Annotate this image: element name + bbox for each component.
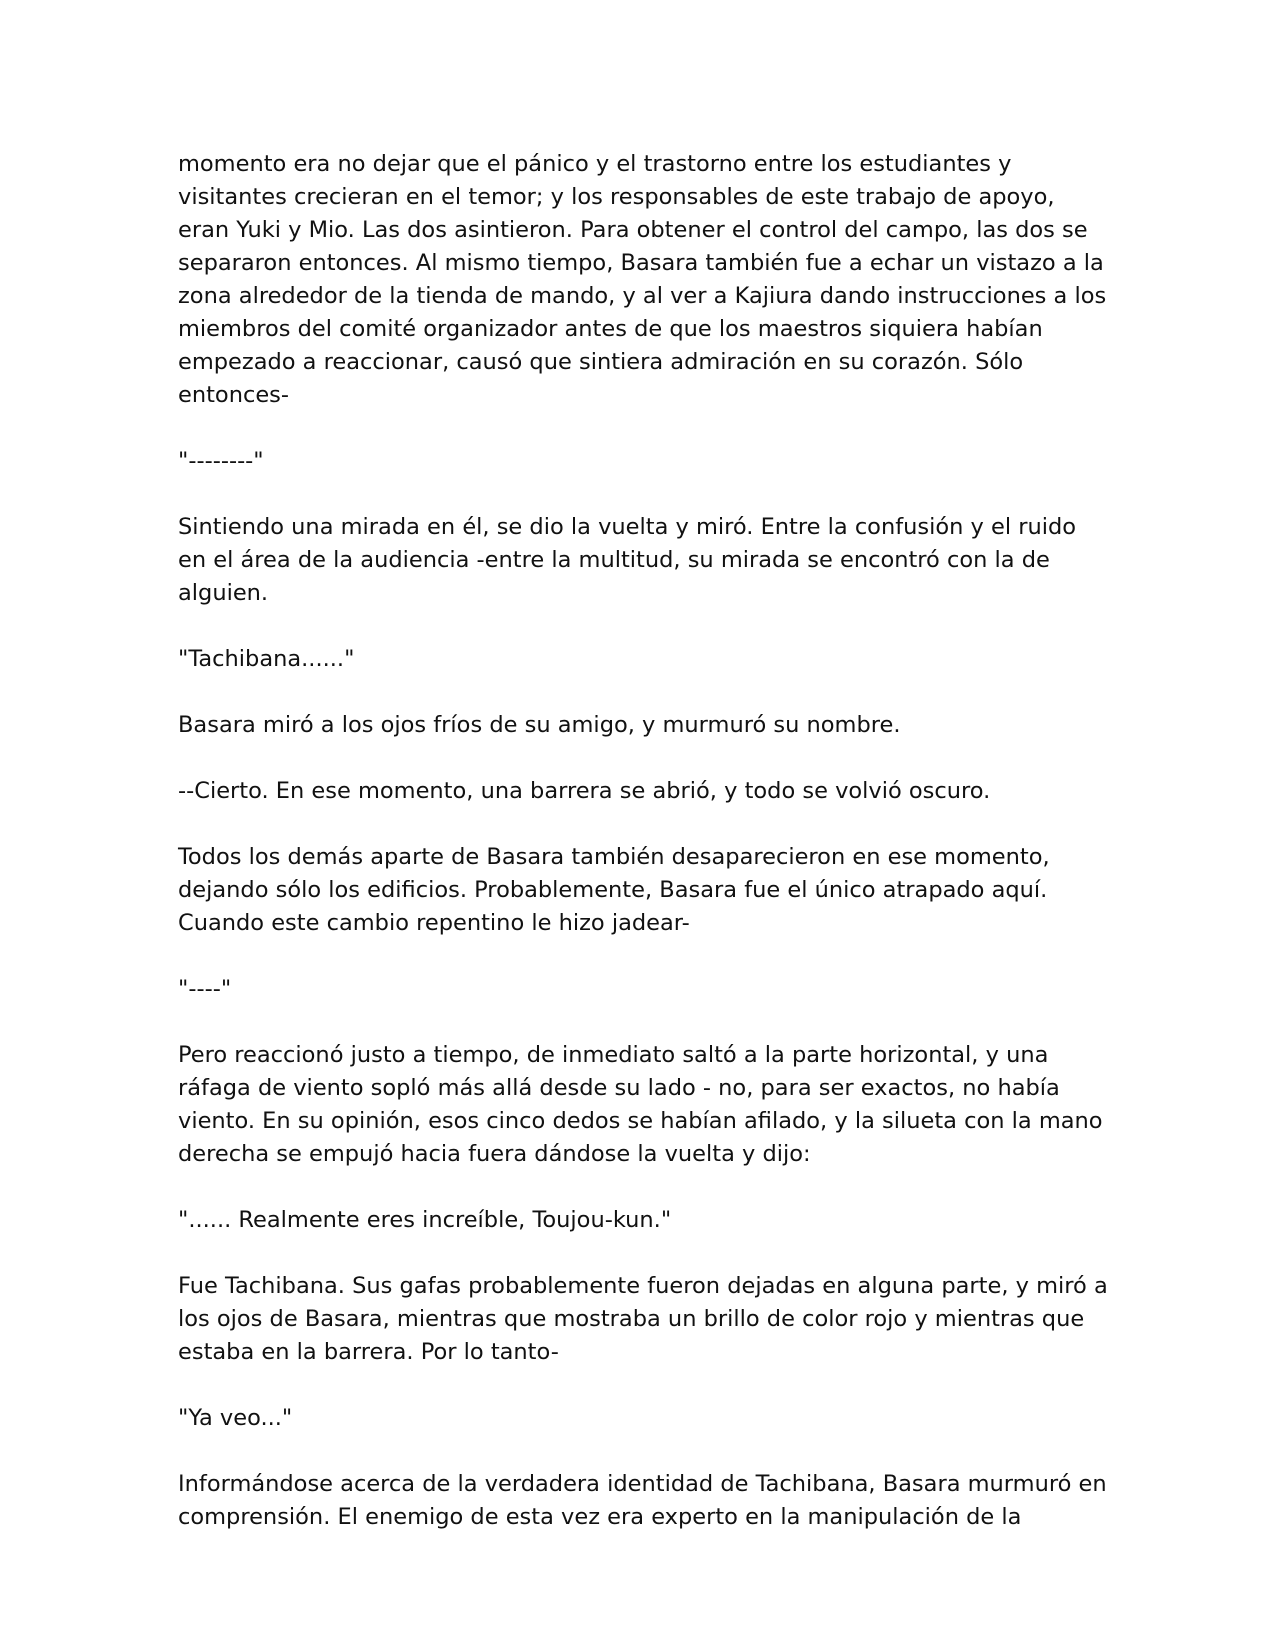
paragraph: "Tachibana......" xyxy=(178,646,355,672)
paragraph: Todos los demás aparte de Basara también desaparecieron en ese momento, dejando sólo los edificios. Probablemente, Basara fue el único atrapado aquí. Cuando este cambio repentino le hizo jadear- xyxy=(178,844,1050,936)
paragraph: Fue Tachibana. Sus gafas probablemente fueron dejadas en alguna parte, y miró a los ojos de Basara, mientras que mostraba un brillo de color rojo y mientras que estaba en la barrera. Por lo tanto- xyxy=(178,1273,1108,1365)
paragraph: --Cierto. En ese momento, una barrera se abrió, y todo se volvió oscuro. xyxy=(178,778,991,804)
paragraph: "Ya veo..." xyxy=(178,1405,293,1431)
paragraph: Pero reaccionó justo a tiempo, de inmediato saltó a la parte horizontal, y una ráfaga de viento sopló más allá desde su lado - no, para ser exactos, no había viento. En su opinión, esos cinco dedos se habían afilado, y la silueta con la mano derecha se empujó hacia fuera dándose la vuelta y dijo: xyxy=(178,1042,1103,1167)
paragraph: Informándose acerca de la verdadera identidad de Tachibana, Basara murmuró en comprensión. El enemigo de esta vez era experto en la manipulación de la xyxy=(178,1471,1107,1530)
document-page xyxy=(178,148,1108,1534)
paragraph: "----" xyxy=(178,976,232,1002)
paragraph: "...... Realmente eres increíble, Toujou-kun." xyxy=(178,1207,672,1233)
paragraph: momento era no dejar que el pánico y el trastorno entre los estudiantes y visitantes crecieran en el temor; y los responsables de este trabajo de apoyo, eran Yuki y Mio. Las dos asintieron. Para obtener el control del campo, las dos se separaron entonces. Al mismo tiempo, Basara también fue a echar un vistazo a la zona alrededor de la tienda de mando, y al ver a Kajiura dando instrucciones a los miembros del comité organizador antes de que los maestros siquiera habían empezado a reaccionar, causó que sintiera admiración en su corazón. Sólo entonces- xyxy=(178,151,1107,408)
paragraph: Basara miró a los ojos fríos de su amigo, y murmuró su nombre. xyxy=(178,712,901,738)
paragraph: "--------" xyxy=(178,448,264,474)
paragraph: Sintiendo una mirada en él, se dio la vuelta y miró. Entre la confusión y el ruido en el área de la audiencia -entre la multitud, su mirada se encontró con la de alguien. xyxy=(178,514,1077,606)
